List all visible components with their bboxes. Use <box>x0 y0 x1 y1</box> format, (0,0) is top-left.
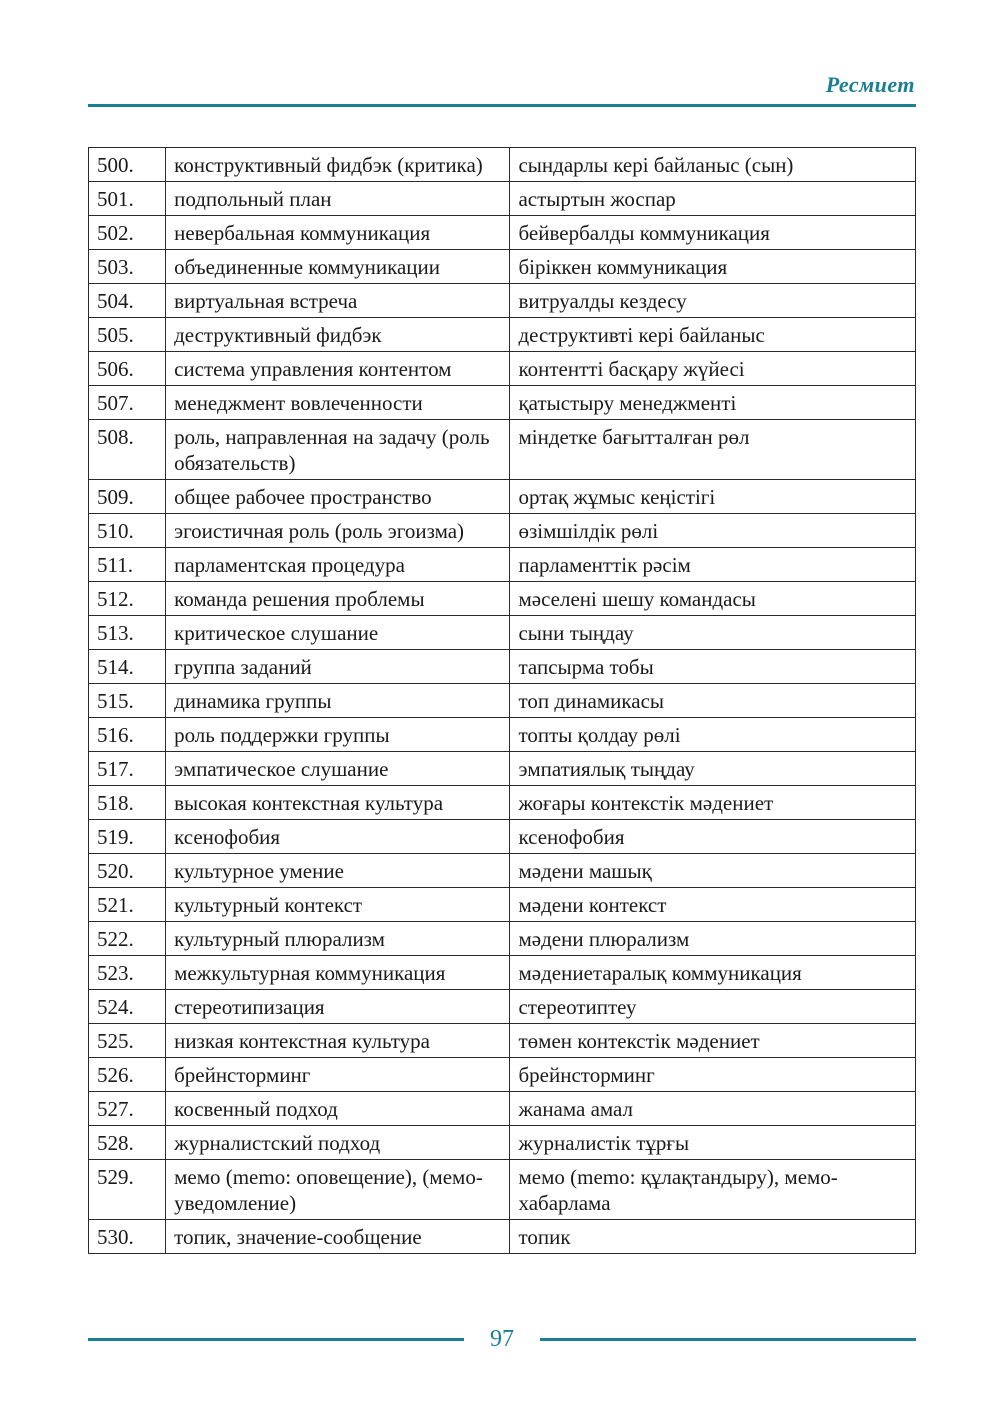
table-row <box>89 1220 916 1254</box>
kazakh-term: топик <box>510 1220 916 1254</box>
row-number: 516. <box>89 718 166 752</box>
kazakh-term: астыртын жоспар <box>510 182 916 216</box>
russian-term: высокая контекстная культура <box>166 786 510 820</box>
table-row <box>89 1126 916 1160</box>
kazakh-term: мемо (memo: құлақтандыру), мемо-хабарлама <box>510 1160 916 1220</box>
section-title: Ресмиет <box>825 72 915 97</box>
russian-term: общее рабочее пространство <box>166 480 510 514</box>
kazakh-term: сыни тыңдау <box>510 616 916 650</box>
table-row <box>89 216 916 250</box>
russian-term: динамика группы <box>166 684 510 718</box>
kazakh-term: қатыстыру менеджменті <box>510 386 916 420</box>
russian-term: низкая контекстная культура <box>166 1024 510 1058</box>
kazakh-term: мәселені шешу командасы <box>510 582 916 616</box>
table-row <box>89 548 916 582</box>
row-number: 511. <box>89 548 166 582</box>
row-number: 518. <box>89 786 166 820</box>
table-row <box>89 684 916 718</box>
table-row <box>89 386 916 420</box>
page-number: 97 <box>490 1326 514 1352</box>
glossary-table <box>88 147 916 1254</box>
table-row <box>89 990 916 1024</box>
table-row <box>89 1024 916 1058</box>
row-number: 500. <box>89 148 166 182</box>
kazakh-term: ксенофобия <box>510 820 916 854</box>
kazakh-term: мәдениетаралық коммуникация <box>510 956 916 990</box>
russian-term: парламентская процедура <box>166 548 510 582</box>
row-number: 520. <box>89 854 166 888</box>
kazakh-term: ортақ жұмыс кеңістігі <box>510 480 916 514</box>
russian-term: подпольный план <box>166 182 510 216</box>
russian-term: культурный контекст <box>166 888 510 922</box>
kazakh-term: мәдени плюрализм <box>510 922 916 956</box>
kazakh-term: топ динамикасы <box>510 684 916 718</box>
kazakh-term: сындарлы кері байланыс (сын) <box>510 148 916 182</box>
row-number: 530. <box>89 1220 166 1254</box>
russian-term: мемо (memo: оповещение), (мемо-уведомление) <box>166 1160 510 1220</box>
russian-term: ксенофобия <box>166 820 510 854</box>
kazakh-term: контентті басқару жүйесі <box>510 352 916 386</box>
russian-term: стереотипизация <box>166 990 510 1024</box>
table-row <box>89 182 916 216</box>
kazakh-term: журналистік тұрғы <box>510 1126 916 1160</box>
row-number: 525. <box>89 1024 166 1058</box>
row-number: 526. <box>89 1058 166 1092</box>
russian-term: виртуальная встреча <box>166 284 510 318</box>
glossary-table-body <box>89 148 916 1254</box>
table-row <box>89 1058 916 1092</box>
russian-term: деструктивный фидбэк <box>166 318 510 352</box>
row-number: 517. <box>89 752 166 786</box>
table-row <box>89 250 916 284</box>
kazakh-term: брейнсторминг <box>510 1058 916 1092</box>
russian-term: критическое слушание <box>166 616 510 650</box>
row-number: 519. <box>89 820 166 854</box>
kazakh-term: мәдени контекст <box>510 888 916 922</box>
russian-term: топик, значение-сообщение <box>166 1220 510 1254</box>
russian-term: журналистский подход <box>166 1126 510 1160</box>
row-number: 522. <box>89 922 166 956</box>
table-row <box>89 318 916 352</box>
table-row <box>89 420 916 480</box>
russian-term: роль поддержки группы <box>166 718 510 752</box>
table-row <box>89 956 916 990</box>
kazakh-term: тапсырма тобы <box>510 650 916 684</box>
russian-term: брейнсторминг <box>166 1058 510 1092</box>
kazakh-term: витруалды кездесу <box>510 284 916 318</box>
row-number: 501. <box>89 182 166 216</box>
kazakh-term: жоғары контекстік мәдениет <box>510 786 916 820</box>
row-number: 504. <box>89 284 166 318</box>
kazakh-term: парламенттік рәсім <box>510 548 916 582</box>
header-divider <box>88 104 916 107</box>
row-number: 512. <box>89 582 166 616</box>
row-number: 529. <box>89 1160 166 1220</box>
russian-term: менеджмент вовлеченности <box>166 386 510 420</box>
row-number: 505. <box>89 318 166 352</box>
row-number: 503. <box>89 250 166 284</box>
table-row <box>89 650 916 684</box>
table-row <box>89 922 916 956</box>
row-number: 507. <box>89 386 166 420</box>
row-number: 524. <box>89 990 166 1024</box>
row-number: 523. <box>89 956 166 990</box>
table-row <box>89 148 916 182</box>
russian-term: культурный плюрализм <box>166 922 510 956</box>
russian-term: эмпатическое слушание <box>166 752 510 786</box>
russian-term: невербальная коммуникация <box>166 216 510 250</box>
row-number: 502. <box>89 216 166 250</box>
row-number: 528. <box>89 1126 166 1160</box>
row-number: 508. <box>89 420 166 480</box>
kazakh-term: деструктивті кері байланыс <box>510 318 916 352</box>
table-row <box>89 514 916 548</box>
russian-term: эгоистичная роль (роль эгоизма) <box>166 514 510 548</box>
kazakh-term: бейвербалды коммуникация <box>510 216 916 250</box>
russian-term: конструктивный фидбэк (критика) <box>166 148 510 182</box>
table-row <box>89 718 916 752</box>
kazakh-term: жанама амал <box>510 1092 916 1126</box>
row-number: 521. <box>89 888 166 922</box>
table-row <box>89 1092 916 1126</box>
kazakh-term: мәдени машық <box>510 854 916 888</box>
kazakh-term: стереотиптеу <box>510 990 916 1024</box>
russian-term: система управления контентом <box>166 352 510 386</box>
footer-divider-right <box>540 1338 916 1341</box>
russian-term: команда решения проблемы <box>166 582 510 616</box>
table-row <box>89 582 916 616</box>
row-number: 514. <box>89 650 166 684</box>
table-row <box>89 1160 916 1220</box>
table-row <box>89 752 916 786</box>
kazakh-term: төмен контекстік мәдениет <box>510 1024 916 1058</box>
table-row <box>89 616 916 650</box>
russian-term: группа заданий <box>166 650 510 684</box>
row-number: 513. <box>89 616 166 650</box>
kazakh-term: міндетке бағытталған рөл <box>510 420 916 480</box>
kazakh-term: эмпатиялық тыңдау <box>510 752 916 786</box>
table-row <box>89 480 916 514</box>
kazakh-term: өзімшілдік рөлі <box>510 514 916 548</box>
table-row <box>89 786 916 820</box>
table-row <box>89 854 916 888</box>
table-row <box>89 820 916 854</box>
row-number: 509. <box>89 480 166 514</box>
table-row <box>89 284 916 318</box>
russian-term: косвенный подход <box>166 1092 510 1126</box>
kazakh-term: топты қолдау рөлі <box>510 718 916 752</box>
russian-term: роль, направленная на задачу (роль обязательств) <box>166 420 510 480</box>
footer-divider-left <box>88 1338 464 1341</box>
row-number: 510. <box>89 514 166 548</box>
russian-term: межкультурная коммуникация <box>166 956 510 990</box>
row-number: 527. <box>89 1092 166 1126</box>
table-row <box>89 352 916 386</box>
kazakh-term: біріккен коммуникация <box>510 250 916 284</box>
russian-term: культурное умение <box>166 854 510 888</box>
table-row <box>89 888 916 922</box>
row-number: 515. <box>89 684 166 718</box>
row-number: 506. <box>89 352 166 386</box>
russian-term: объединенные коммуникации <box>166 250 510 284</box>
